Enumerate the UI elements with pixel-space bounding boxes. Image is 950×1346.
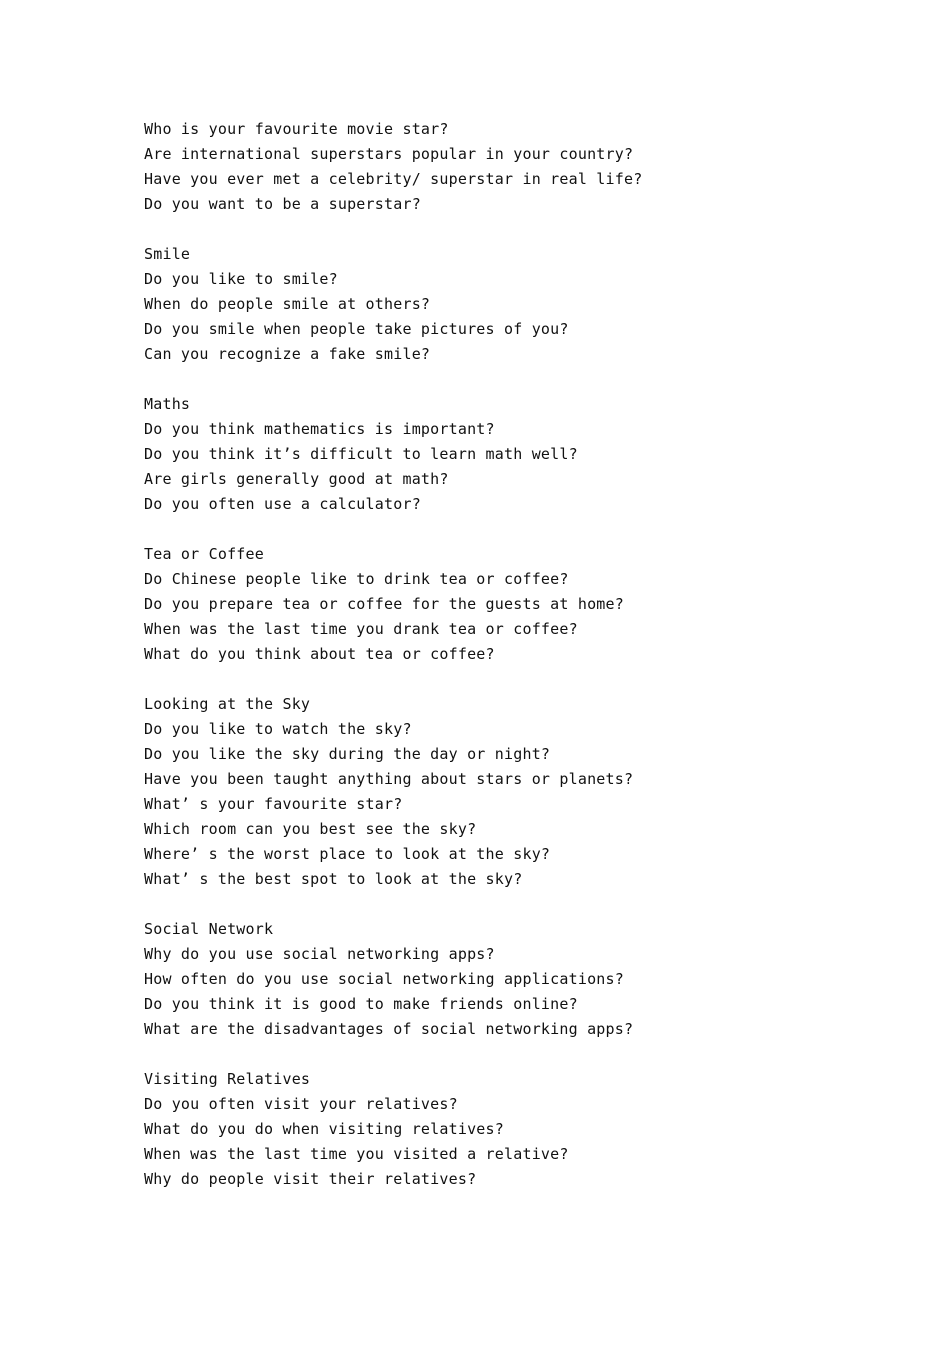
question: When was the last time you drank tea or coffee?	[144, 620, 578, 638]
question: Do Chinese people like to drink tea or coffee?	[144, 570, 569, 588]
section-title: Maths	[144, 395, 191, 413]
question: Are girls generally good at math?	[144, 470, 449, 488]
question: Do you like to watch the sky?	[144, 720, 412, 738]
section-title: Looking at the Sky	[144, 695, 311, 713]
question: Have you ever met a celebrity/ superstar in real life?	[144, 170, 643, 188]
question: When do people smile at others?	[144, 295, 431, 313]
section-social-network	[144, 917, 884, 1042]
question: Who is your favourite movie star?	[144, 120, 449, 138]
question: Do you often use a calculator?	[144, 495, 421, 513]
section-title: Smile	[144, 245, 191, 263]
question: Where’ s the worst place to look at the sky?	[144, 845, 551, 863]
question: What do you do when visiting relatives?	[144, 1120, 504, 1138]
section-superstars	[144, 117, 884, 217]
section-smile	[144, 242, 884, 367]
question: Can you recognize a fake smile?	[144, 345, 431, 363]
question: Which room can you best see the sky?	[144, 820, 477, 838]
question: How often do you use social networking applications?	[144, 970, 624, 988]
question: Why do people visit their relatives?	[144, 1170, 477, 1188]
question: Do you want to be a superstar?	[144, 195, 421, 213]
question: Have you been taught anything about stars or planets?	[144, 770, 634, 788]
section-title: Social Network	[144, 920, 274, 938]
question: What are the disadvantages of social networking apps?	[144, 1020, 634, 1038]
document-content	[144, 117, 884, 1217]
question: Do you like the sky during the day or night?	[144, 745, 551, 763]
question: What’ s the best spot to look at the sky?	[144, 870, 523, 888]
question: Do you think mathematics is important?	[144, 420, 495, 438]
section-looking-at-the-sky	[144, 692, 884, 892]
question: Do you smile when people take pictures of you?	[144, 320, 569, 338]
question: When was the last time you visited a relative?	[144, 1145, 569, 1163]
section-title: Tea or Coffee	[144, 545, 264, 563]
question: Do you like to smile?	[144, 270, 338, 288]
question: Do you think it’s difficult to learn math well?	[144, 445, 578, 463]
question: Do you think it is good to make friends online?	[144, 995, 578, 1013]
section-tea-or-coffee	[144, 542, 884, 667]
question: Are international superstars popular in your country?	[144, 145, 634, 163]
section-title: Visiting Relatives	[144, 1070, 311, 1088]
question: Why do you use social networking apps?	[144, 945, 495, 963]
section-visiting-relatives	[144, 1067, 884, 1192]
question: What’ s your favourite star?	[144, 795, 403, 813]
question: What do you think about tea or coffee?	[144, 645, 495, 663]
question: Do you prepare tea or coffee for the guests at home?	[144, 595, 624, 613]
section-maths	[144, 392, 884, 517]
question: Do you often visit your relatives?	[144, 1095, 458, 1113]
